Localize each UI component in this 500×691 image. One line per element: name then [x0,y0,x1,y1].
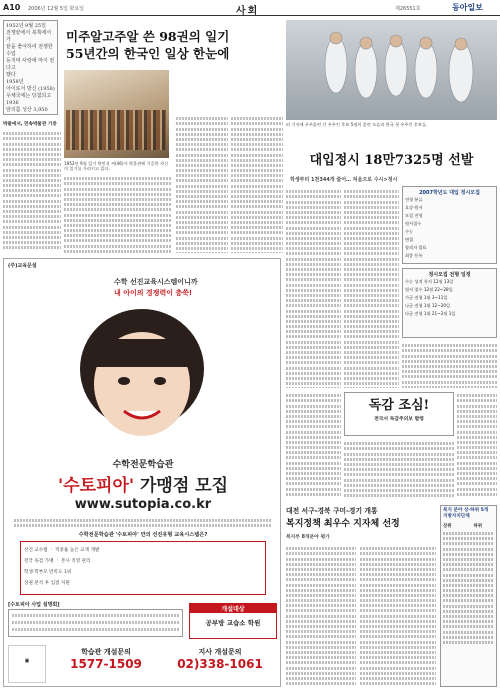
flu-body [286,392,341,502]
astronaut-caption: 러 기지에 우주훈련 간 우주인 후보 5명의 훈련 모습과 한국 첫 우주인 후보들. [286,122,428,127]
ad-tel1 [56,647,156,671]
ad-info-title: [수토피아 사업 설명회] [8,602,60,608]
ad-sub: 수학전문학습관 '수토피아' 만의 선진유형 교육시스템은? [78,532,208,538]
ad-open-label: 개설대상 [190,604,276,613]
ad-brand: (주)교육문설 [8,263,37,269]
table-row: 최종 등록 [405,253,423,258]
admission-table [402,186,497,264]
admission-body-3 [402,342,497,388]
admission-headline: 대입정시 18만7325명 선발 [309,153,474,168]
sutopia-ad [3,258,281,687]
table-row: 합격자 발표 [405,245,427,250]
note-line: 아이로서 방신 (1958) [6,86,55,92]
ranking-col-bottom: 하위 [473,524,482,529]
ad-tel1-number[interactable]: 1577-1509 [70,657,142,671]
welfare-headline-small: 대전 서구-경북 구미-경기 개통 [286,507,378,515]
welfare-headline: 복지정책 최우수 지자체 선정 [286,519,400,529]
right-body [457,392,497,502]
diary-headline [66,28,281,62]
diary-body-left [3,130,61,252]
page-header [0,0,500,16]
list-item: 전국 독점 가맹 ㆍ 본사 직영 관리 [24,559,91,564]
ranking-title: 복지 분야 상·하위 5개 지방자치단체 [443,508,489,519]
page-number: A10 [3,3,21,12]
issue-number: 제26551호 [395,6,421,12]
ad-open-value: 공부방 교습소 학원 [205,619,261,627]
newspaper-logo: 동아일보 [452,3,483,12]
note-line: 전쟁끝에서 북쪽에서 가 [6,30,52,43]
ad-headline-b: 내 아이의 경쟁력이 충쑥! [114,289,193,297]
table-row: 면접 [405,237,414,242]
ad-info-table [8,609,183,637]
admission-body-2 [344,188,399,388]
ad-bullets [20,541,266,595]
note-line: 끝을 좋아하여 전쟁한 수업 [6,44,53,57]
welfare-body-2 [360,545,436,687]
table-row: 전형 분류 [405,197,423,202]
astronaut-photo [286,20,497,120]
flu-body-2 [344,440,454,502]
ad-tel2 [164,647,276,671]
list-item: 상권 분석 후 입점 지원 [24,581,70,586]
note-line: 암의쯤 성산 3,950 [6,107,48,113]
astronaut-figures [286,20,497,120]
list-item: 수능 성적 통지 12월 13일 [405,279,454,284]
note-line: 했다 [6,72,16,78]
schedule-box-title: 정시모집 전형 일정 [428,272,471,278]
flu-sub: 전국서 독감주의보 발령 [374,417,424,422]
ad-tel1-label: 학습관 개설문의 [81,648,131,656]
welfare-body-1 [286,545,356,687]
diary-headline-1: 미주알고주알 쓴 98권의 일기 [66,29,230,44]
ad-url[interactable]: www.sutopia.co.kr [74,497,212,512]
child-photo [42,299,242,454]
section-title: 사회 [236,6,260,17]
welfare-subhead: 복지부 8개분야 평가 [286,535,330,540]
welfare-ranking-box [440,505,497,687]
ad-small-text [14,517,272,530]
note-line: 1958년 [6,79,24,85]
table-row: 수능 [405,229,414,234]
ad-headline-a: 수학 선진교육시스템이니까 [114,278,198,286]
schedule-box [402,268,497,338]
diary-body-right [231,115,283,253]
admission-body-1 [286,188,341,388]
note-line: 1952년 9월 25일 [6,23,46,29]
welfare-headline-block [286,505,436,540]
ad-tel2-label: 지사 개설문의 [198,648,242,656]
admission-table-title: 2007학년도 대입 정시모집 [419,190,480,196]
child-illustration [42,299,242,454]
list-item: 나군 전형 1월 12~20일 [405,303,451,308]
ad-logo [8,645,46,683]
list-item: 학생·학부모 만족도 1위 [24,570,72,575]
diary-photo-books [66,110,166,150]
diary-body-center [64,175,172,253]
list-item: 원서 접수 12월 22~28일 [405,287,453,292]
table-row: 원서접수 [405,221,422,226]
ad-brand-name: '수토피아' [57,476,135,496]
diary-note-box [3,20,58,115]
ad-open-box [189,603,277,639]
diary-headline-2: 55년간의 한국인 일상 한눈에 [66,46,230,61]
flu-title: 독감 조심! [368,398,430,413]
admission-subhead: 학생부터 1천344개 줄어… 처음으로 수시>정시 [290,177,398,183]
diary-byline: 박물에서, 민속박물관 기증 [3,122,57,127]
flu-box [344,392,454,436]
list-item: 다군 전형 1월 21~2월 1일 [405,311,456,316]
diary-body-mid [176,115,228,253]
ad-slogan-2: 가맹점 모집 [134,476,229,496]
ad-slogan-1: 수학전문학습관 [112,460,174,470]
page-date: 2006년 12월 5일 화요일 [28,6,85,12]
ranking-col-top: 상위 [443,524,452,529]
list-item: 선진 교수법 ㆍ 적중률 높은 교재 개발 [24,548,100,553]
note-line: 등지며 사랑에 마이 떤다고 [6,58,55,71]
ad-main-title [4,471,282,496]
ad-tel2-number[interactable]: 02)338-1061 [177,657,263,671]
table-row: 모집 전형 [405,213,423,218]
sutopia-logo-icon: ▣ [24,658,30,664]
table-row: 요강·원서 [405,205,423,210]
diary-photo-caption: 1952년 9월 일기 박민석 씨(46)가 박물관에 기증한 자신의 일기를 가리키고 있다. [64,161,169,172]
note-line: 우체국에는 당첨되고 1936 [6,93,52,106]
admission-table-rows [405,196,494,260]
list-item: 가군 전형 1월 3~11일 [405,295,448,300]
